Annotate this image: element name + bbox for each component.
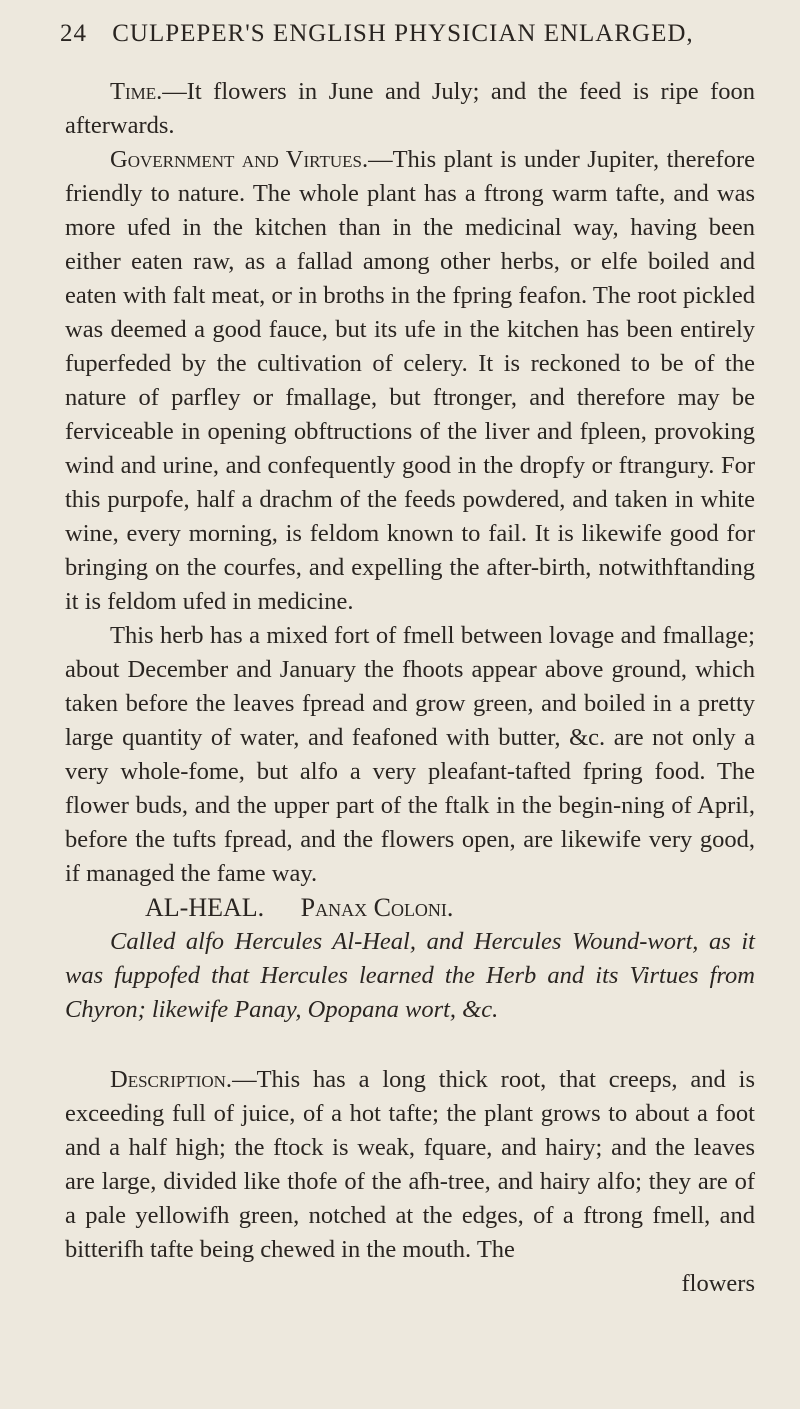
called-paragraph: Called alfo Hercules Al-Heal, and Hercules Wound-wort, as it was fuppofed that Hercules learned the Herb and its Virtues from Chyron; likewife Panay, Opopana wort, &c.	[65, 928, 755, 1023]
description-label: Description.	[110, 1066, 233, 1093]
page-body	[65, 75, 755, 1301]
page-number: 24	[60, 20, 87, 47]
government-label: Government and Virtues.	[110, 146, 369, 173]
time-label: Time.	[110, 78, 163, 105]
time-text: —It flowers in June and July; and the feed is ripe foon afterwards.	[65, 78, 755, 139]
government-paragraph	[65, 143, 755, 619]
description-text: —This has a long thick root, that creeps, and is exceeding full of juice, of a hot tafte; the plant grows to about a foot and a half high; the ftock is weak, fquare, and hairy; and the leaves are large, divided like thofe of the afh-tree, and hairy alfo; they are of a pale yellowifh green, notched at the edges, of a ftrong fmell, and bitterifh tafte being chewed in the mouth. The	[65, 1066, 755, 1263]
herb-paragraph: This herb has a mixed fort of fmell between lovage and fmallage; about December and January the fhoots appear above ground, which taken before the leaves fpread and grow green, and boiled in a pretty large quantity of water, and feafoned with butter, &c. are not only a very whole-fome, but alfo a very pleafant-tafted fpring food. The flower buds, and the upper part of the ftalk in the begin-ning of April, before the tufts fpread, and the flowers open, are likewife very good, if managed the fame way.	[65, 622, 755, 887]
section-heading	[65, 891, 755, 925]
government-text: —This plant is under Jupiter, therefore friendly to nature. The whole plant has a ftrong warm tafte, and was more ufed in the kitchen than in the medicinal way, having been either eaten raw, as a fallad among other herbs, or elfe boiled and eaten with falt meat, or in broths in the fpring feafon. The root pickled was deemed a good fauce, but its ufe in the kitchen has been entirely fuperfeded by the cultivation of celery. It is reckoned to be of the nature of parfley or fmallage, but ftronger, and therefore may be ferviceable in opening obftructions of the liver and fpleen, provoking wind and urine, and confequently good in the dropfy or ftrangury. For this purpofe, half a drachm of the feeds powdered, and taken in white wine, every morning, is feldom known to fail. It is likewife good for bringing on the courfes, and expelling the after-birth, notwithftanding it is feldom ufed in medicine.	[65, 146, 755, 615]
latin-name: Panax Coloni.	[300, 893, 454, 922]
page-header	[60, 20, 760, 48]
description-paragraph	[65, 1063, 755, 1267]
section-title: AL-HEAL.	[145, 893, 265, 922]
running-title: CULPEPER'S ENGLISH PHYSICIAN ENLARGED,	[112, 20, 694, 47]
catchword: flowers	[681, 1270, 755, 1297]
time-paragraph	[65, 75, 755, 143]
